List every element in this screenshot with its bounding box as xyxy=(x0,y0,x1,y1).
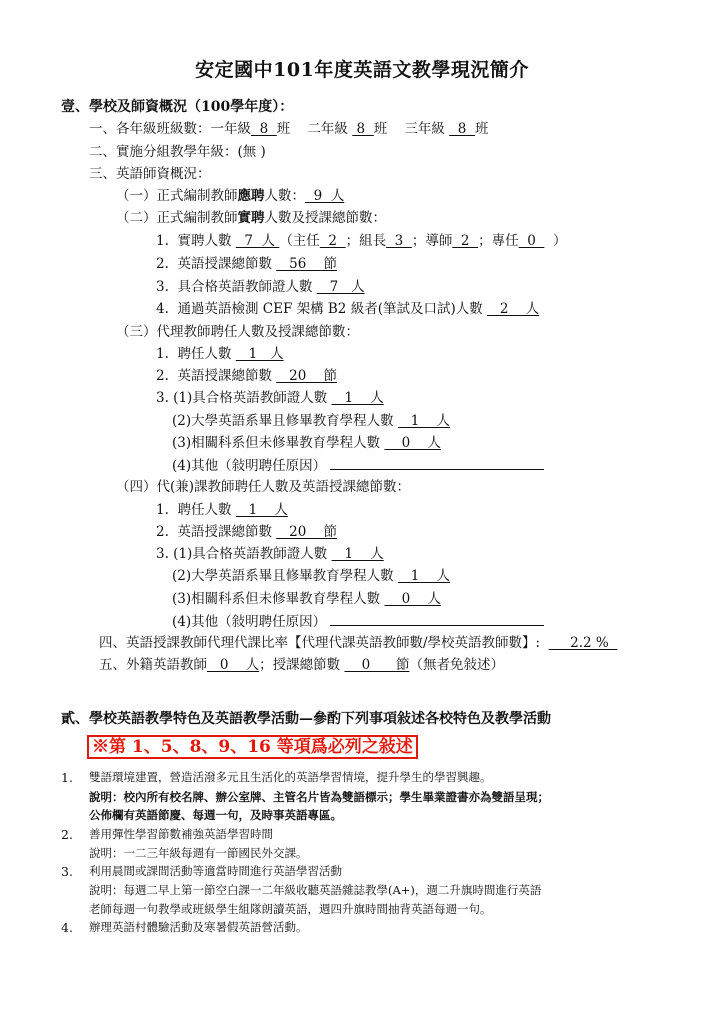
sub3-item-2 xyxy=(156,370,337,384)
label: 1. 聘任人數 xyxy=(156,502,236,518)
sub2-line xyxy=(116,212,386,226)
list-item-text: 雙語環境建置，營造活潑多元且生活化的英語學習情境，提升學生的學習興趣。 xyxy=(89,770,492,784)
label: 五、外籍英語教師 xyxy=(99,657,207,673)
label: （二）正式編制教師 xyxy=(116,210,238,226)
label: ；組長 xyxy=(345,233,387,249)
label: (4)其他（敍明聘任原因） xyxy=(172,614,327,630)
value: 2 xyxy=(452,233,479,249)
substitute-ratio-line xyxy=(99,637,617,651)
sub4-item-3d xyxy=(172,615,544,630)
list-item-text: 說明：校內所有校名牌、辦公室牌、主管名片皆為雙語標示；學生畢業證書亦為雙語呈現； xyxy=(89,790,549,804)
grade2-value: 8 xyxy=(352,121,374,137)
label: 3. (1)具合格英語教師證人數 xyxy=(156,546,332,562)
page-title: 安定國中101年度英語文教學現況簡介 xyxy=(195,59,529,81)
sub4-line: （四）代(兼)課教師聘任人數及英語授課總節數： xyxy=(116,479,411,495)
sub1-line xyxy=(116,190,344,204)
section-2-heading: 貳、學校英語教學特色及英語教學活動—參酌下列事項敍述各校特色及教學活動 xyxy=(61,711,551,727)
list-item-text: 說明：一二三年級每週有一節國民外交課。 xyxy=(89,846,308,860)
sub4-item-3c xyxy=(172,593,441,607)
blank-line xyxy=(330,459,544,470)
value: 9 人 xyxy=(305,188,345,204)
foreign-teacher-line xyxy=(99,659,504,673)
label: 3. 具合格英語教師證人數 xyxy=(156,279,317,295)
label: (2)大學英語系畢且修畢教育學程人數 xyxy=(172,413,398,429)
value: 0 人 xyxy=(207,657,260,673)
value: 56 節 xyxy=(276,256,337,272)
list-item-text: 辦理英語村體驗活動及寒暑假英語營活動。 xyxy=(89,920,308,934)
sub2-item-3 xyxy=(156,281,365,295)
label-bold: 實聘 xyxy=(237,210,265,226)
sub4-item-1 xyxy=(156,504,288,518)
label: 2. 英語授課總節數 xyxy=(156,368,277,384)
value: 0 節 xyxy=(344,657,410,673)
sub4-item-3b xyxy=(172,570,450,584)
sub3-line: （三）代理教師聘任人數及授課總節數： xyxy=(116,324,359,340)
value: 0 人 xyxy=(384,435,441,451)
label: ；授課總節數 xyxy=(259,657,345,673)
value: 1 人 xyxy=(397,413,451,429)
section-1-heading: 壹、學校及師資概況（100學年度）： xyxy=(61,99,294,115)
sub2-item-4 xyxy=(156,303,539,317)
label-bold: 應聘 xyxy=(237,188,265,204)
sub3-item-3d xyxy=(172,459,544,474)
value: 7 人 xyxy=(235,233,280,249)
label: (3)相關科系但未修畢教育學程人數 xyxy=(172,435,385,451)
label: ；導師 xyxy=(411,233,453,249)
list-item-text: 善用彈性學習節數補強英語學習時間 xyxy=(89,827,273,841)
list-item-number: 4. xyxy=(61,920,73,935)
label: （主任 xyxy=(279,233,320,249)
sub3-item-1 xyxy=(156,348,284,362)
label: (2)大學英語系畢且修畢教育學程人數 xyxy=(172,568,398,584)
label: 3. (1)具合格英語教師證人數 xyxy=(156,390,332,406)
sub2-item-2 xyxy=(156,258,337,272)
sub3-item-3c xyxy=(172,437,441,451)
class-count-line xyxy=(89,123,488,137)
teacher-overview-line: 三、英語師資概況： xyxy=(89,166,211,182)
sub4-item-2 xyxy=(156,526,337,540)
list-item-number: 3. xyxy=(61,864,73,879)
value: 7 人 xyxy=(316,279,365,295)
value: 1 人 xyxy=(397,568,451,584)
sub4-item-3 xyxy=(156,548,384,562)
blank-line xyxy=(330,615,544,626)
sub2-item-1 xyxy=(156,235,566,249)
value: 0 人 xyxy=(384,591,441,607)
label: 四、英語授課教師代理代課比率【代理代課英語教師數/學校英語教師數】: xyxy=(99,635,549,651)
value: 20 節 xyxy=(276,368,337,384)
label: 班 三年級 xyxy=(373,121,450,137)
label: (4)其他（敍明聘任原因） xyxy=(172,458,327,474)
sub3-item-3b xyxy=(172,415,450,429)
list-item-text: 公佈欄有英語節慶、每週一句，及時事英語專區。 xyxy=(89,808,342,822)
label: (3)相關科系但未修畢教育學程人數 xyxy=(172,591,385,607)
sub3-item-3 xyxy=(156,392,384,406)
label: 1. 聘任人數 xyxy=(156,346,236,362)
value: 2.2 % xyxy=(548,635,618,651)
value: 2 xyxy=(319,233,346,249)
label: （無者免敍述） xyxy=(409,657,504,673)
label: 2. 英語授課總節數 xyxy=(156,524,277,540)
value: 1 人 xyxy=(331,390,384,406)
label: ） xyxy=(544,233,567,249)
list-item-text: 老師每週一句教學或班級學生組隊朗讀英語，週四升旗時間抽背英語每週一句。 xyxy=(89,902,492,916)
list-item-number: 2. xyxy=(61,827,73,842)
label: 2. 英語授課總節數 xyxy=(156,256,277,272)
required-items-note: ※第 1、5、8、9、16 等項爲必列之敍述 xyxy=(87,735,418,759)
grade1-value: 8 xyxy=(251,121,277,137)
label: ；專任 xyxy=(478,233,519,249)
list-item-text: 利用晨間或課間活動等適當時間進行英語學習活動 xyxy=(89,864,342,878)
value: 2 人 xyxy=(487,301,540,317)
value: 20 節 xyxy=(276,524,337,540)
label: 一、各年級班級數：一年級 xyxy=(89,121,251,137)
grade3-value: 8 xyxy=(449,121,475,137)
value: 1 人 xyxy=(235,346,284,362)
label: 人數及授課總節數： xyxy=(264,210,386,226)
label: 4. 通過英語檢測 CEF 架構 B2 級者(筆試及口試)人數 xyxy=(156,301,488,317)
label: 班 xyxy=(474,121,489,137)
label: 1. 實聘人數 xyxy=(156,233,236,249)
value: 3 xyxy=(386,233,412,249)
grouped-teaching-line: 二、實施分組教學年級：(無 ) xyxy=(89,144,266,160)
value: 1 人 xyxy=(331,546,384,562)
value: 1 人 xyxy=(235,502,288,518)
list-item-text: 說明：每週二早上第一節空白課一二年級收聽英語雜誌教學(A+)，週二升旗時間進行英語 xyxy=(89,883,542,897)
list-item-number: 1. xyxy=(61,770,73,785)
label: 班 二年級 xyxy=(276,121,353,137)
label: （一）正式編制教師 xyxy=(116,188,238,204)
label: 人數： xyxy=(264,188,305,204)
value: 0 xyxy=(518,233,545,249)
